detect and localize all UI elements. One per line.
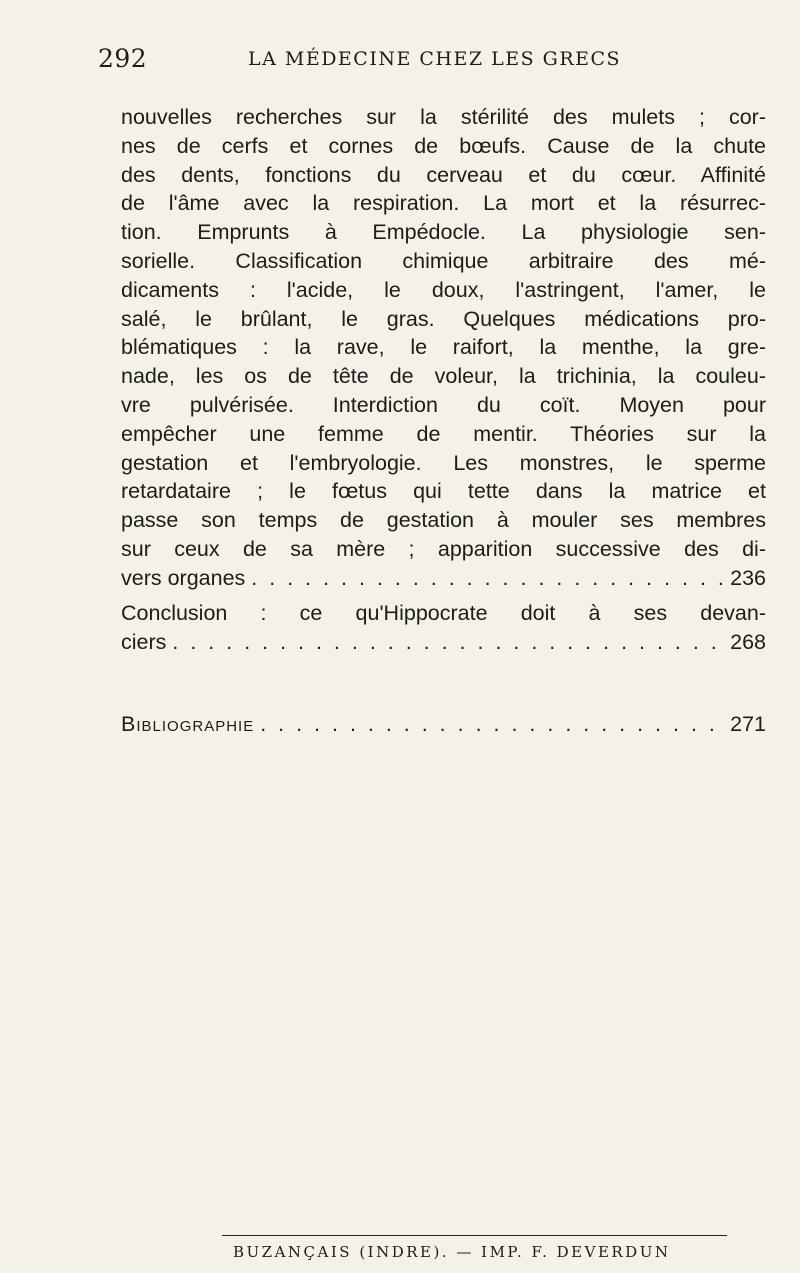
toc-entry-title: Bibliographie xyxy=(121,712,255,736)
toc-line: gestation et l'embryologie. Les monstres, le sperme xyxy=(121,450,766,475)
toc-entry-conclusion xyxy=(121,599,766,657)
toc-leader-line xyxy=(121,710,766,739)
toc-line: empêcher une femme de mentir. Théories sur la xyxy=(121,421,766,446)
toc-line: des dents, fonctions du cerveau et du cœur. Affinité xyxy=(121,162,766,187)
toc-page-number: 271 xyxy=(730,712,766,736)
toc-line: dicaments : l'acide, le doux, l'astringent, l'amer, le xyxy=(121,277,766,302)
toc-page-number: 236 xyxy=(730,565,766,590)
toc-line: sorielle. Classification chimique arbitraire des mé- xyxy=(121,248,766,273)
dot-leader xyxy=(260,710,724,739)
printer-imprint: BUZANÇAIS (INDRE). — IMP. F. DEVERDUN xyxy=(233,1243,671,1261)
toc-line: blématiques : la rave, le raifort, la menthe, la gre- xyxy=(121,335,766,360)
running-title: LA MÉDECINE CHEZ LES GRECS xyxy=(248,48,622,70)
toc-line: vre pulvérisée. Interdiction du coït. Moyen pour xyxy=(121,392,766,417)
toc-line: Conclusion : ce qu'Hippocrate doit à ses devan- xyxy=(121,601,766,625)
toc-line: salé, le brûlant, le gras. Quelques médications pro- xyxy=(121,306,766,331)
toc-entry-embryology xyxy=(121,103,766,593)
toc-leader-line xyxy=(121,628,766,657)
toc-entry-last-line: vers organes xyxy=(121,565,246,590)
toc-line: nouvelles recherches sur la stérilité des mulets ; cor- xyxy=(121,105,766,129)
toc-page-number: 268 xyxy=(730,629,766,654)
toc-line: sur ceux de sa mère ; apparition successive des di- xyxy=(121,536,766,561)
page-number: 292 xyxy=(98,44,148,73)
dot-leader xyxy=(172,628,724,657)
toc-line: de l'âme avec la respiration. La mort et la résurrec- xyxy=(121,191,766,216)
toc-leader-line xyxy=(121,564,766,593)
dot-leader xyxy=(251,564,724,593)
toc-line: tion. Emprunts à Empédocle. La physiologie sen- xyxy=(121,220,766,245)
toc-entry-last-line: ciers xyxy=(121,629,167,654)
toc-line: nade, les os de tête de voleur, la trichinia, la couleu- xyxy=(121,364,766,389)
toc-line: retardataire ; le fœtus qui tette dans la matrice et xyxy=(121,479,766,504)
toc-line: passe son temps de gestation à mouler ses membres xyxy=(121,508,766,533)
toc-entry-bibliography xyxy=(121,710,766,739)
footer-rule xyxy=(222,1235,727,1236)
toc-line: nes de cerfs et cornes de bœufs. Cause de la chute xyxy=(121,133,766,158)
